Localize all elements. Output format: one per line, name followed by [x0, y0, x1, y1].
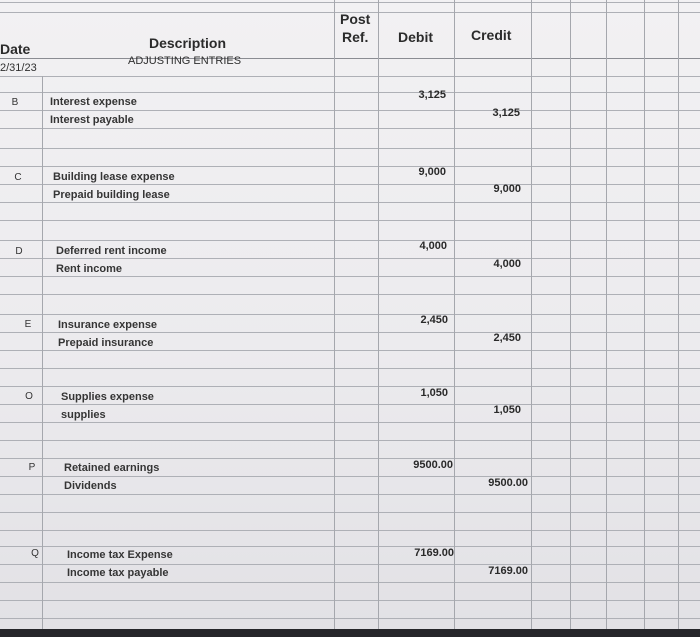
credit-amount: 2,450 — [493, 332, 521, 344]
debit-account: Income tax Expense — [67, 549, 173, 561]
debit-account: Insurance expense — [58, 319, 158, 331]
credit-account: Dividends — [64, 480, 117, 492]
debit-amount: 9500.00 — [413, 459, 453, 471]
entry-letter: B — [11, 97, 19, 108]
description-header: Description — [149, 35, 227, 51]
debit-amount: 7169.00 — [414, 547, 454, 559]
credit-account: Prepaid building lease — [53, 189, 170, 201]
entry-letter: D — [15, 246, 23, 257]
credit-amount: 9500.00 — [488, 477, 528, 489]
section-title: ADJUSTING ENTRIES — [128, 55, 242, 67]
entry-letter: Q — [31, 548, 39, 559]
debit-amount: 1,050 — [420, 387, 448, 399]
debit-account: Supplies expense — [61, 391, 154, 403]
date-header: Date — [0, 41, 31, 57]
credit-amount: 7169.00 — [488, 565, 528, 577]
date-value: 2/31/23 — [0, 62, 37, 74]
debit-amount: 4,000 — [419, 240, 447, 252]
entry-letter: P — [28, 462, 36, 473]
credit-amount: 3,125 — [492, 107, 520, 119]
credit-account: Interest payable — [50, 114, 134, 126]
debit-amount: 9,000 — [418, 166, 446, 178]
credit-amount: 9,000 — [493, 183, 521, 195]
credit-account: Income tax payable — [67, 567, 169, 579]
ref-header: Ref. — [342, 29, 369, 45]
entry-letter: C — [14, 172, 22, 183]
post-header: Post — [340, 11, 371, 27]
debit-account: Deferred rent income — [56, 245, 167, 257]
debit-amount: 3,125 — [418, 89, 446, 101]
bottom-edge — [0, 629, 700, 637]
credit-amount: 1,050 — [493, 404, 521, 416]
entry-letter: O — [25, 391, 33, 402]
credit-account: supplies — [61, 409, 106, 421]
debit-account: Interest expense — [50, 96, 137, 108]
entry-letter: E — [24, 319, 32, 330]
credit-amount: 4,000 — [493, 258, 521, 270]
debit-account: Retained earnings — [64, 462, 160, 474]
credit-account: Prepaid insurance — [58, 337, 154, 349]
debit-account: Building lease expense — [53, 171, 175, 183]
credit-header: Credit — [471, 27, 512, 43]
debit-header: Debit — [398, 29, 433, 45]
credit-account: Rent income — [56, 263, 123, 275]
debit-amount: 2,450 — [420, 314, 448, 326]
